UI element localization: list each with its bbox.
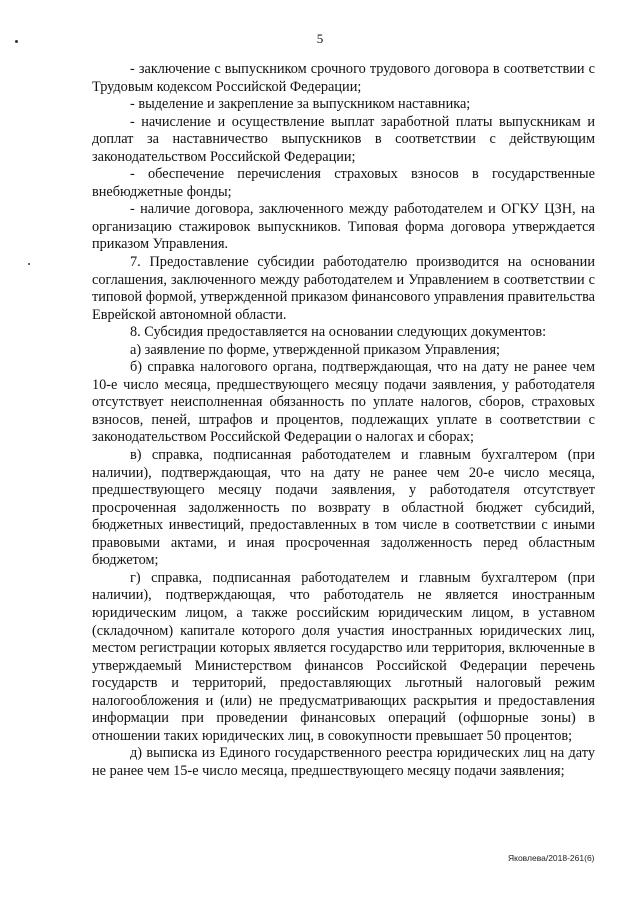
paragraph: - обеспечение перечисления страховых взносов в государственные внебюджетные фонды;: [92, 166, 595, 200]
paragraph: - выделение и закрепление за выпускником наставника;: [130, 96, 471, 113]
paragraph: 7. Предоставление субсидии работодателю производится на основании соглашения, заключенного между работодателем и Управлением в соответствии с типовой формой, утвержденной приказом финансового управления правительства Еврейской автономной области.: [92, 254, 595, 323]
paragraph: - начисление и осуществление выплат заработной платы выпускникам и доплат за наставничество выпускников в соответствии с действующим законодательством Российской Федерации;: [92, 113, 595, 165]
document-body: [92, 61, 595, 780]
page-number: 5: [316, 31, 324, 46]
paragraph: в) справка, подписанная работодателем и главным бухгалтером (при наличии), подтверждающая, что на дату не ранее чем 20-е число месяца, предшествующего месяцу подачи заявления, у работодателя отсутствует просроченная задолженность по возврату в областной бюджет субсидий, бюджетных инвестиций, предоставленных в том числе в соответствии с иными правовыми актами, и иная просроченная задолженность перед областным бюджетом;: [92, 447, 595, 569]
footer-document-code: Яковлева/2018-261(6): [508, 853, 595, 863]
paragraph: - заключение с выпускником срочного трудового договора в соответствии с Трудовым кодексом Российской Федерации;: [92, 61, 595, 95]
paragraph: а) заявление по форме, утвержденной приказом Управления;: [130, 341, 500, 358]
paragraph: д) выписка из Единого государственного реестра юридических лиц на дату не ранее чем 15-е число месяца, предшествующего месяцу подачи заявления;: [92, 745, 595, 779]
paragraph: г) справка, подписанная работодателем и главным бухгалтером (при наличии), подтверждающая, что работодатель не является иностранным юридическим лицом, а также российским юридическим лицом, в уставном (складочном) капитале которого доля участия иностранных юридических лиц, местом регистрации которых является государство или территория, включенные в утверждаемый Министерством финансов Российской Федерации перечень государств и территорий, предоставляющих льготный налоговый режим налогообложения и (или) не предусматривающих раскрытия и предоставления информации при проведении финансовых операций (офшорные зоны) в отношении таких юридических лиц, в совокупности превышает 50 процентов;: [92, 569, 595, 744]
paragraph: - наличие договора, заключенного между работодателем и ОГКУ ЦЗН, на организацию стажировок выпускников. Типовая форма договора утверждается приказом Управления.: [92, 201, 595, 253]
paragraph: б) справка налогового органа, подтверждающая, что на дату не ранее чем 10-е число месяца, предшествующего месяцу подачи заявления, у работодателя отсутствует неисполненная обязанность по уплате налогов, сборов, страховых взносов, пеней, штрафов и процентов, подлежащих уплате в соответствии с законодательством Российской Федерации о налогах и сборах;: [92, 359, 595, 446]
paragraph: 8. Субсидия предоставляется на основании следующих документов:: [130, 324, 547, 341]
scan-speck: [28, 263, 30, 265]
